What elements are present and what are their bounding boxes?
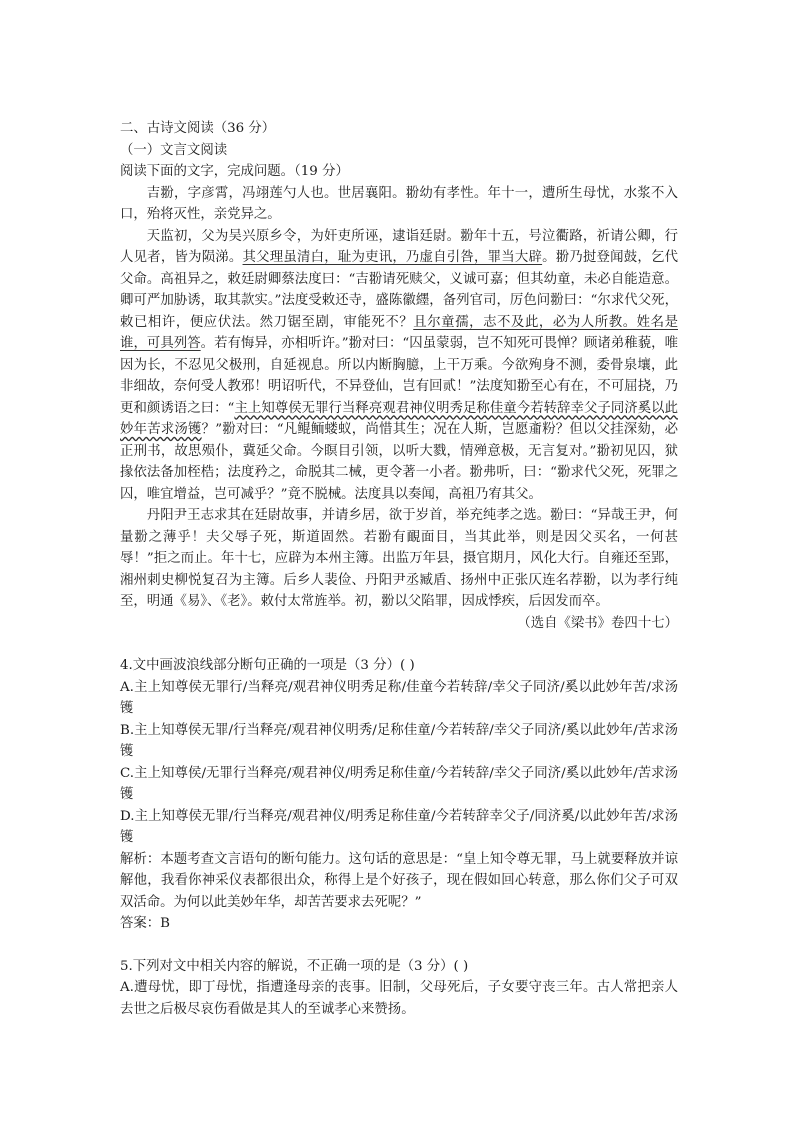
subsection-heading: （一）文言文阅读	[120, 142, 228, 158]
passage-text: 。翂乃挝登闻鼓，乞代父命。高祖异之，敕廷尉卿蔡法度曰：“吉翂请死赎父，义诚可嘉；但其幼童，未必自能造意。卿可严加胁诱，取其款实。”法度受敕还寺，盛陈徽纆，备列官司，厉色问翂曰：“尔求代父死，敕已相许，便应伏法。然刀锯至剧，审能死不？	[120, 250, 679, 330]
instruction: 阅读下面的文字，完成问题。（19 分）	[120, 164, 349, 179]
passage-paragraph-2	[120, 226, 678, 506]
underlined-sentence-1: 其父理虽清白，耻为吏讯，乃虚自引咎，罪当大辟	[242, 250, 543, 265]
question-4-option-a: A.主上知尊侯无罪行/当释亮/观君神仪明秀足称/佳童今若转辞/幸父子同济/奚以此妙年苦/求汤镬	[120, 679, 678, 716]
question-4-option-d: D.主上知尊侯无罪/行当释亮/观君神仪/明秀足称佳童/今若转辞幸父子/同济奚/以此妙年苦/求汤镬	[120, 808, 678, 845]
question-4-option-c: C.主上知尊侯/无罪行当释亮/观君神仪/明秀足称佳童/今若转辞/幸父子同济/奚以此妙年/苦求汤镬	[120, 765, 678, 802]
passage-text: ？”翂对曰：“凡鲲鲕蝼蚁，尚惜其生；况在人斯，岂愿齑粉？但以父挂深劾，必正刑书，故思殒仆，冀延父命。今瞑目引领，以听大戮，情殚意极，无言复对。”翂初见囚，狱掾依法备加桎梏；法度矜之，命脱其二械，更令著一小者。翂弗听，曰：“翂求代父死，死罪之囚，唯宜增益，岂可减乎？”竟不脱械。法度具以奏闻，高祖乃宥其父。	[120, 422, 678, 502]
question-4-analysis: 解析：本题考查文言语句的断句能力。这句话的意思是：“皇上知令尊无罪，马上就要释放并谅解他，我看你神采仪表都很出众，称得上是个好孩子，现在假如回心转意，那么你们父子可双双活命。为何以此美妙年华，却苦苦要求去死呢？”	[120, 851, 678, 910]
question-5-stem: 5.下列对文中相关内容的解说，不正确一项的是（3 分）( )	[120, 958, 469, 974]
passage-source: （选自《梁书》卷四十七）	[517, 615, 678, 631]
exam-page	[120, 118, 678, 1020]
question-5-option-a: A.遭母忧，即丁母忧，指遭逢母亲的丧事。旧制，父母死后，子女要守丧三年。古人常把亲人去世之后极尽哀伤看做是其人的至诚孝心来赞扬。	[120, 980, 678, 1017]
passage-paragraph-3: 丹阳尹王志求其在廷尉故事，并请乡居，欲于岁首，举充纯孝之选。翂曰：“异哉王尹，何量翂之薄乎！夫父辱子死，斯道固然。若翂有靦面目，当其此举，则是因父买名，一何甚辱！”拒之而止。年十七，应辟为本州主簿。出监万年县，摄官期月，风化大行。自雍还至郢，湘州刺史柳悦复召为主簿。后乡人裴俭、丹阳尹丞臧盾、扬州中正张仄连名荐翂，以为孝行纯至，明通《易》、《老》。敕付太常旌举。初，翂以父陷罪，因成悸疾，后因发而卒。	[120, 508, 678, 609]
spacer	[120, 634, 678, 655]
passage-text: 天监初，父为吴兴原乡令，为奸吏所诬，逮诣廷尉。翂年十五，号泣衢路，祈请公卿，行人见者，皆为陨涕。	[120, 228, 678, 265]
question-4-option-b: B.主上知尊侯无罪/行当释亮/观君神仪明秀/足称佳童/今若转辞/幸父子同济/奚以此妙年/苦求汤镬	[120, 722, 678, 759]
section-heading: 二、古诗文阅读（36 分）	[120, 121, 276, 136]
wavy-underlined-sentence: 主上知尊侯无罪行当释亮观君神仪明秀足称佳童今若转辞幸父子同济奚以此妙年苦求汤镬	[120, 400, 678, 437]
underlined-sentence-2: 且尔童孺，志不及此，必为人所教。姓名是谁，可具列答	[120, 314, 678, 351]
spacer	[120, 935, 678, 956]
passage-paragraph-1: 吉翂，字彦霄，冯翊莲勺人也。世居襄阳。翂幼有孝性。年十一，遭所生母忧，水浆不入口，殆将灭性，亲党异之。	[120, 185, 678, 222]
passage-text: 。若有悔异，亦相听许。”翂对曰：“囚虽蒙弱，岂不知死可畏惮？顾诸弟稚藐，唯因为长，不忍见父极刑，自延视息。所以内断胸臆，上干万乘。今欲殉身不测，委骨泉壤，此非细故，奈何受人教邪！明诏听代，不异登仙，岂有回贰！”法度知翂至心有在，不可屈挠，乃更和颜诱语之曰：“	[120, 336, 679, 416]
question-4-answer: 答案：B	[120, 916, 171, 931]
question-4-stem: 4.文中画波浪线部分断句正确的一项是（3 分）( )	[120, 658, 415, 673]
